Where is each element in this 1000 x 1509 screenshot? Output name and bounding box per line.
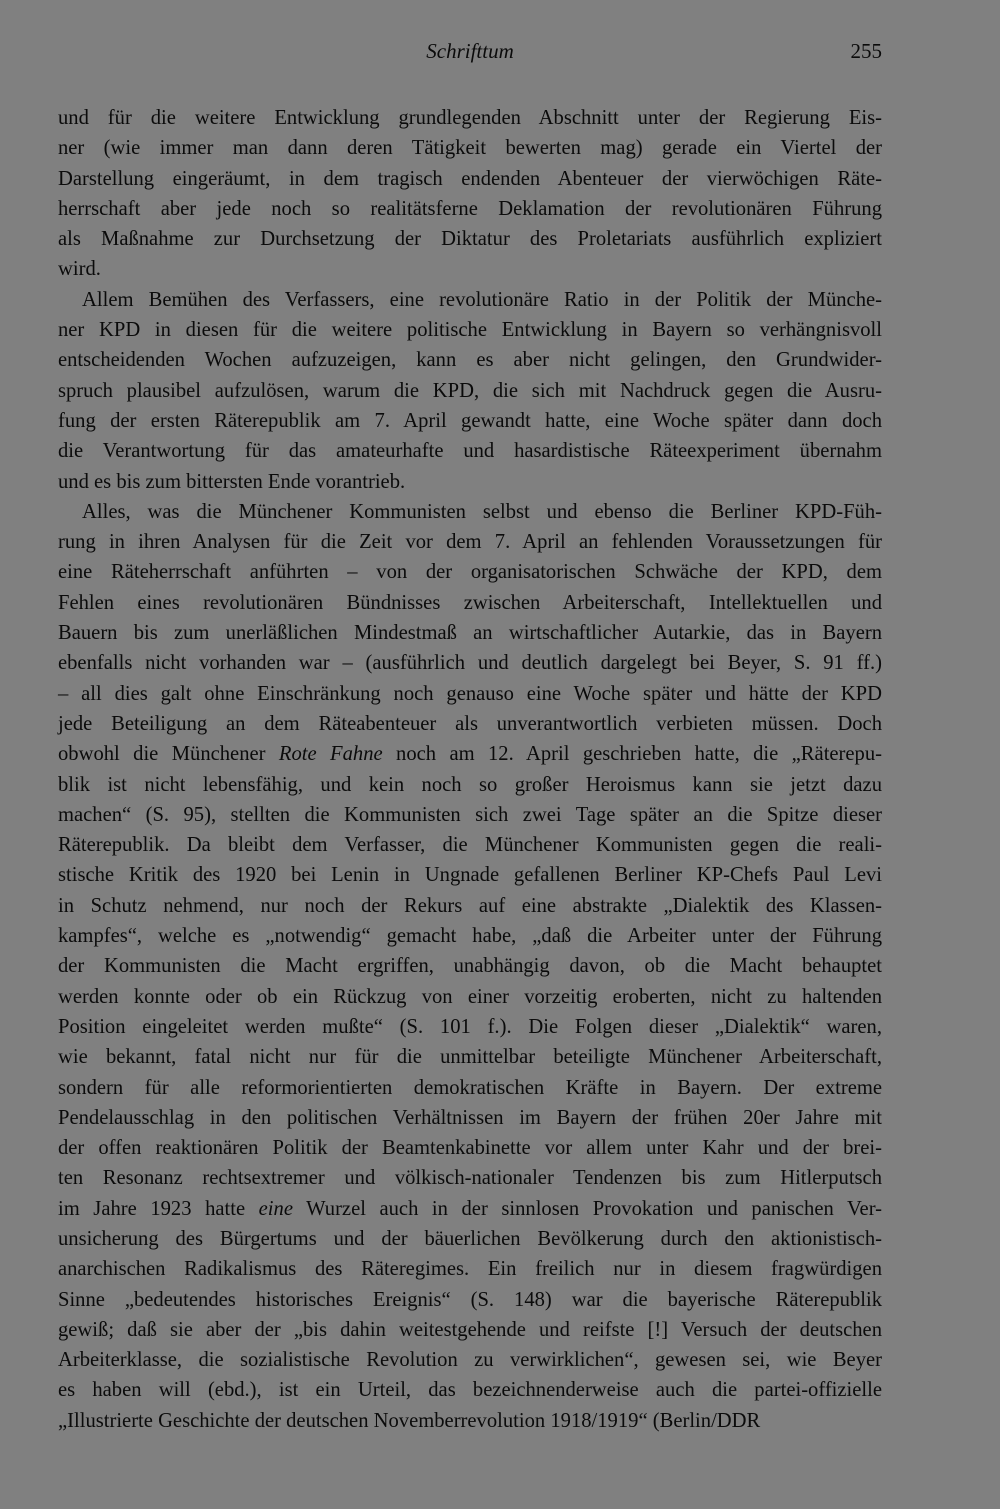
paragraph [58, 103, 882, 285]
text-line: Bauern bis zum unerläßlichen Mindestmaß an wirtschaftlicher Autarkie, das in Bayern [58, 622, 882, 645]
paragraph [58, 497, 882, 1436]
body-text [58, 103, 882, 1436]
text-line: spruch plausibel aufzulösen, warum die KPD, die sich mit Nachdruck gegen die Ausru- [58, 379, 882, 402]
italic-title: eine [258, 1197, 293, 1220]
text-line: und für die weitere Entwicklung grundlegenden Abschnitt unter der Regierung Eis- [58, 107, 882, 129]
text-line: Pendelausschlag in den politischen Verhältnissen im Bayern der frühen 20er Jahre mit [58, 1106, 882, 1129]
text-line: ebenfalls nicht vorhanden war – (ausführlich und deutlich dargelegt bei Beyer, S. 91 ff.) [58, 652, 882, 675]
text-line: machen“ (S. 95), stellten die Kommunisten sich zwei Tage später an die Spitze dieser [58, 803, 882, 826]
text-line: kampfes“, welche es „notwendig“ gemacht habe, „daß die Arbeiter unter der Führung [58, 925, 882, 948]
text-line: gewiß; daß sie aber der „bis dahin weitestgehende und reifste [!] Versuch der deutschen [58, 1318, 882, 1341]
text-line: Räterepublik. Da bleibt dem Verfasser, die Münchener Kommunisten gegen die reali- [58, 834, 882, 857]
text-line: Position eingeleitet werden mußte“ (S. 101 f.). Die Folgen dieser „Dialektik“ waren, [58, 1015, 882, 1038]
text-line: Allem Bemühen des Verfassers, eine revolutionäre Ratio in der Politik der Münche- [82, 288, 882, 311]
italic-title: Rote Fahne [278, 743, 383, 766]
text-line: sondern für alle reformorientierten demokratischen Kräfte in Bayern. Der extreme [58, 1076, 882, 1099]
text-line: als Maßnahme zur Durchsetzung der Diktatur des Proletariats ausführlich expliziert [58, 228, 882, 251]
text-line: Sinne „bedeutendes historisches Ereignis“ (S. 148) war die bayerische Räterepublik [58, 1288, 882, 1311]
text-line: in Schutz nehmend, nur noch der Rekurs auf eine abstrakte „Dialektik des Klassen- [58, 894, 882, 917]
text-line: – all dies galt ohne Einschränkung noch genauso eine Woche später und hätte der KPD [58, 682, 882, 705]
text-line: rung in ihren Analysen für die Zeit vor dem 7. April an fehlenden Voraussetzungen für [58, 531, 882, 554]
text-line: „Illustrierte Geschichte der deutschen Novemberrevolution 1918/1919“ (Berlin/DDR [58, 1409, 761, 1432]
text-line: blik ist nicht lebensfähig, und kein noch so großer Heroismus kann sie jetzt dazu [58, 773, 882, 796]
text-line: ner (wie immer man dann deren Tätigkeit bewerten mag) gerade ein Viertel der [58, 137, 882, 160]
text-line: wie bekannt, fatal nicht nur für die unmittelbar beteiligte Münchener Arbeiterschaft, [58, 1046, 882, 1069]
text-line: die Verantwortung für das amateurhafte und hasardistische Räteexperiment übernahm [58, 440, 882, 463]
page-header [58, 36, 882, 66]
text-line: ten Resonanz rechtsextremer und völkisch-nationaler Tendenzen bis zum Hitlerputsch [58, 1167, 882, 1190]
text-line: werden konnte oder ob ein Rückzug von einer vorzeitig eroberten, nicht zu haltenden [58, 985, 882, 1008]
text-line: jede Beteiligung an dem Räteabenteuer als unverantwortlich verbieten müssen. Doch [58, 712, 882, 735]
paragraph [58, 285, 882, 497]
text-line: Darstellung eingeräumt, in dem tragisch endenden Abenteuer der vierwöchigen Räte- [58, 167, 882, 190]
text-line: unsicherung des Bürgertums und der bäuerlichen Bevölkerung durch den aktionistisch- [58, 1227, 882, 1250]
text-line: und es bis zum bittersten Ende vorantrieb. [58, 470, 406, 493]
text-line: stische Kritik des 1920 bei Lenin in Ungnade gefallenen Berliner KP-Chefs Paul Levi [58, 864, 882, 887]
text-line: der Kommunisten die Macht ergriffen, unabhängig davon, ob die Macht behauptet [58, 955, 882, 978]
text-line: obwohl die Münchener Rote Fahne noch am 12. April geschrieben hatte, die „Räterepu- [58, 743, 883, 766]
text-line: anarchischen Radikalismus des Räteregimes. Ein freilich nur in diesem fragwürdigen [58, 1258, 882, 1281]
text-line: ner KPD in diesen für die weitere politische Entwicklung in Bayern so verhängnisvoll [58, 319, 882, 342]
text-line: es haben will (ebd.), ist ein Urteil, das bezeichnenderweise auch die partei-offizielle [58, 1379, 882, 1402]
text-line: eine Räteherrschaft anführten – von der organisatorischen Schwäche der KPD, dem [58, 561, 882, 584]
text-line: Alles, was die Münchener Kommunisten selbst und ebenso die Berliner KPD-Füh- [82, 500, 882, 523]
text-line: Arbeiterklasse, die sozialistische Revolution zu verwirklichen“, gewesen sei, wie Beyer [58, 1349, 882, 1372]
text-line: Fehlen eines revolutionären Bündnisses zwischen Arbeiterschaft, Intellektuellen und [58, 591, 882, 614]
text-line: im Jahre 1923 hatte eine Wurzel auch in der sinnlosen Provokation und panischen Ver- [58, 1197, 882, 1220]
text-line: herrschaft aber jede noch so realitätsferne Deklamation der revolutionären Führung [58, 197, 882, 220]
running-head: Schrifttum [426, 39, 514, 63]
text-line: entscheidenden Wochen aufzuzeigen, kann es aber nicht gelingen, den Grundwider- [58, 349, 882, 372]
text-line: wird. [58, 258, 101, 281]
page-number: 255 [850, 39, 882, 63]
text-line: fung der ersten Räterepublik am 7. April gewandt hatte, eine Woche später dann doch [58, 409, 882, 432]
text-line: der offen reaktionären Politik der Beamtenkabinette vor allem unter Kahr und der brei- [58, 1137, 882, 1160]
